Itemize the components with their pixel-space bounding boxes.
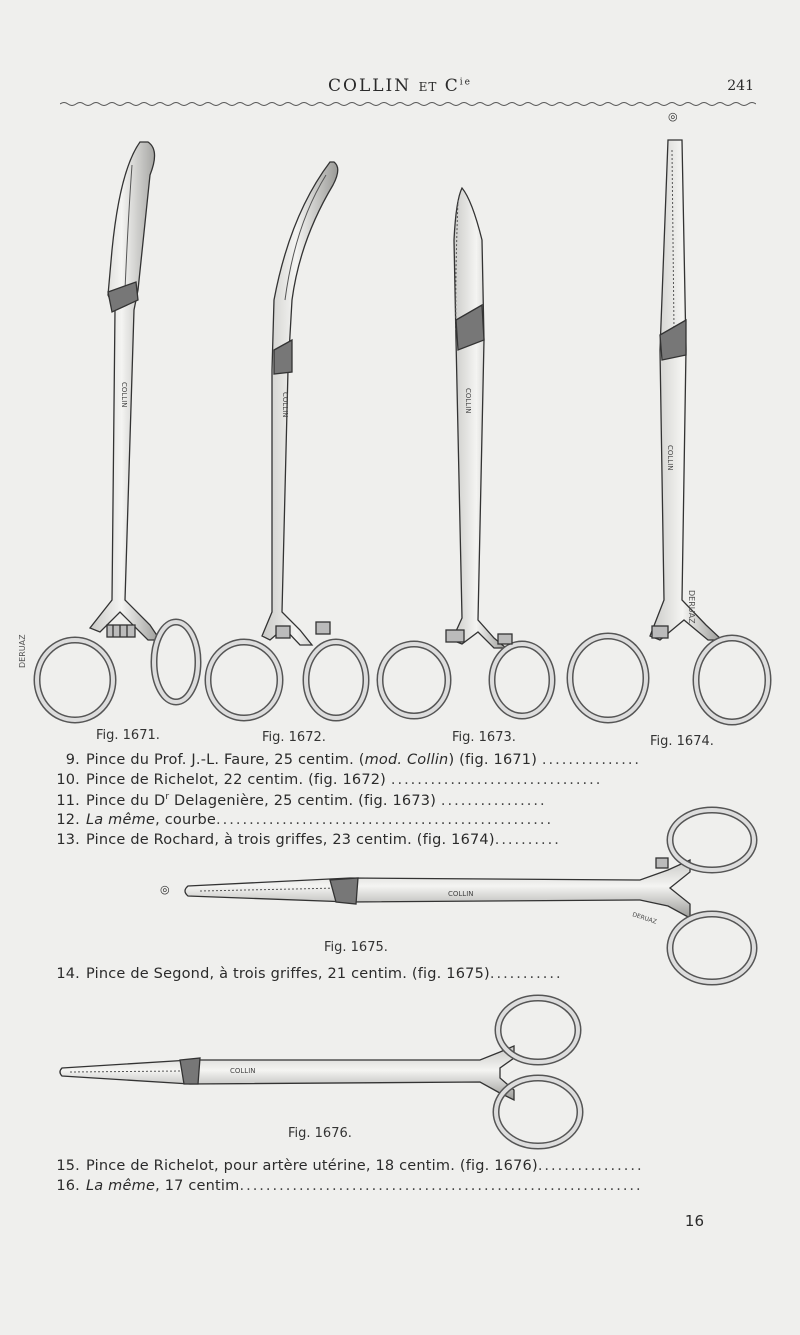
entry-text: Pince de Segond, à trois griffes, 21 centim. (fig. 1675) xyxy=(86,966,490,982)
entry-text: Pince du D xyxy=(86,792,166,809)
entry-text: , 17 centim xyxy=(155,1178,240,1194)
page-number: 241 xyxy=(727,78,754,94)
catalog-entry xyxy=(50,1178,643,1194)
catalog-entry xyxy=(50,812,553,828)
signature-number: 16 xyxy=(684,1212,704,1230)
catalog-entry xyxy=(50,1158,644,1174)
entry-italic: mod. Collin xyxy=(364,752,449,768)
side-mark-deruaz: DERUAZ xyxy=(687,590,696,624)
collin-emblem-icon: ◎ xyxy=(668,110,678,123)
entry-leader-dots: ............... xyxy=(541,752,642,768)
entry-text: Pince de Richelot, pour artère utérine, 18 centim. (fig. 1676) xyxy=(86,1158,538,1174)
catalog-entry xyxy=(50,792,547,809)
figure-caption: Fig. 1676. xyxy=(288,1126,352,1141)
entry-number: 10. xyxy=(56,772,80,788)
entry-text: , courbe xyxy=(155,812,217,828)
entry-number: 13. xyxy=(56,832,80,848)
forceps-fig-1673 xyxy=(380,188,552,716)
figure-caption: Fig. 1672. xyxy=(262,730,326,745)
instrument-mark-collin: COLLIN xyxy=(464,388,472,414)
entry-number: 12. xyxy=(56,812,80,828)
figure-caption: Fig. 1671. xyxy=(96,728,160,743)
entry-leader-dots: ................ xyxy=(537,1158,644,1174)
entry-leader-dots: ................ xyxy=(440,792,547,809)
entry-leader-dots: ................................................... xyxy=(216,812,554,828)
catalog-entry xyxy=(50,966,563,982)
catalog-entry xyxy=(50,772,602,788)
header-title-cie: C xyxy=(444,76,460,96)
entry-text: ) (fig. 1671) xyxy=(448,752,538,768)
entry-leader-dots: .......... xyxy=(494,832,561,848)
entry-italic: La même xyxy=(86,812,156,828)
entry-superscript: r xyxy=(165,792,170,802)
header-title-main: COLLIN xyxy=(328,76,412,96)
forceps-fig-1674 xyxy=(570,140,768,722)
instrument-mark-collin: COLLIN xyxy=(230,1067,256,1075)
instrument-mark-deruaz: DERUAZ xyxy=(631,911,658,926)
forceps-fig-1671 xyxy=(37,142,198,720)
figure-caption: Fig. 1673. xyxy=(452,730,516,745)
instrument-mark-collin: COLLIN xyxy=(281,392,289,418)
instrument-mark-collin: COLLIN xyxy=(120,382,128,408)
entry-text: Pince de Rochard, à trois griffes, 23 centim. (fig. 1674) xyxy=(86,832,495,848)
instrument-mark-collin: COLLIN xyxy=(666,445,674,471)
entry-number: 15. xyxy=(56,1158,80,1174)
entry-number: 9. xyxy=(65,752,80,768)
forceps-fig-1676 xyxy=(60,998,580,1146)
entry-text: Pince de Richelot, 22 centim. (fig. 1672) xyxy=(86,772,387,788)
catalog-entry xyxy=(50,752,641,768)
entry-leader-dots: ........... xyxy=(489,966,563,982)
entry-number: 14. xyxy=(56,966,80,982)
figure-caption: Fig. 1674. xyxy=(650,734,714,749)
side-mark-deruaz: DERUAZ xyxy=(18,634,27,668)
entry-number: 11. xyxy=(56,792,80,809)
entry-text: Pince du Prof. J.-L. Faure, 25 centim. ( xyxy=(86,752,365,768)
catalog-entry xyxy=(50,832,561,848)
entry-leader-dots: ............................................................. xyxy=(239,1178,643,1194)
entry-italic: La même xyxy=(86,1178,156,1194)
header-title-ie: ie xyxy=(459,77,472,88)
entry-number: 16. xyxy=(56,1178,80,1194)
entry-text: Delagenière, 25 centim. (fig. 1673) xyxy=(169,792,437,809)
header-title-et: ET xyxy=(418,80,438,94)
entry-leader-dots: ................................ xyxy=(390,772,603,788)
figure-caption: Fig. 1675. xyxy=(324,940,388,955)
forceps-fig-1672 xyxy=(208,162,366,718)
collin-emblem-icon: ◎ xyxy=(160,883,170,896)
instrument-mark-collin: COLLIN xyxy=(448,890,474,898)
